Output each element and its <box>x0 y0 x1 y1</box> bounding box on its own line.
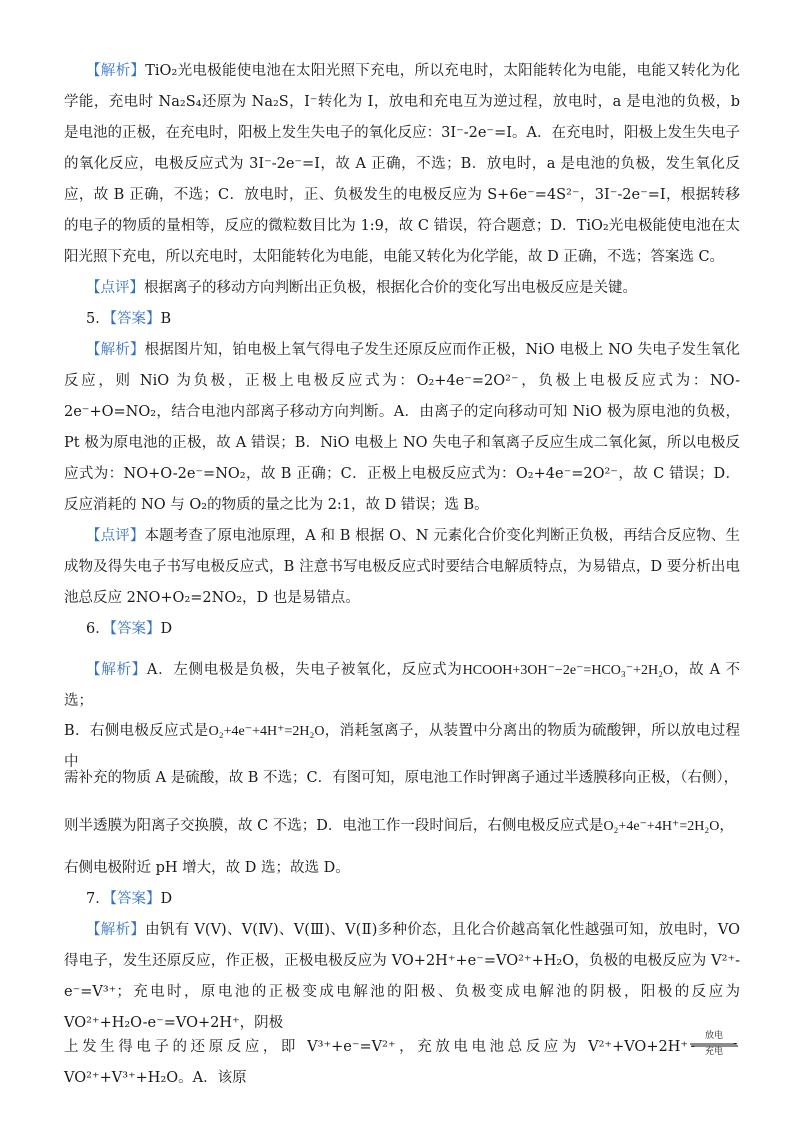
analysis-text: B．右侧电极反应式是 <box>64 723 209 739</box>
formula: HCOOH+3OH⁻−2e⁻=HCO₃⁻+2H₂O <box>462 663 674 678</box>
q7-analysis <box>64 915 740 1039</box>
q5-answer-line <box>86 304 171 335</box>
question-number: 6． <box>86 621 110 637</box>
reversible-arrow <box>688 1031 740 1057</box>
analysis-tag: 【解析】 <box>86 342 145 358</box>
q4-analysis <box>64 56 740 273</box>
analysis-text: 需补充的物质 A 是硫酸，故 B 不选；C．有图可知，原电池工作时钾离子通过半透膜移向正极，（右侧）， <box>64 770 739 786</box>
answer-tag: 【答案】 <box>109 891 161 907</box>
q5-comment <box>64 521 740 614</box>
answer-value: D <box>160 891 173 907</box>
analysis-tag: 【解析】 <box>86 662 147 678</box>
analysis-text: 由钒有 V(V)、V(Ⅳ)、V(Ⅲ)、V(Ⅱ)多种价态，且化合价越高氧化性越强可知，放电时，VO 得电子，发生还原反应，作正极，正极电极反应为 VO+2H⁺+e⁻=VO²⁺+H₂O，负极的电极反应为 V²⁺-e⁻=V³⁺；充电时，原电池的正极变成电解池的阳极、负极变成电解池的阴极，阳极的反应为 VO²⁺+H₂O-e⁻=VO+2H⁺，阴极 <box>64 922 740 1031</box>
comment-text: 本题考查了原电池原理，A 和 B 根据 O、N 元素化合价变化判断正负极，再结合反应物、生成物及得失电子书写电极反应式，B 注意书写电极反应式时要结合电解质特点，为易错点，D 要分析出电池总反应 2NO+O₂=2NO₂，D 也是易错点。 <box>64 528 740 606</box>
comment-text: 根据离子的移动方向判断出正负极，根据化合价的变化写出电极反应是关键。 <box>144 280 637 296</box>
answer-value: D <box>160 621 173 637</box>
analysis-text: 右侧电极附近 pH 增大，故 D 选；故选 D。 <box>64 860 350 876</box>
q5-analysis <box>64 335 740 521</box>
question-number: 7． <box>86 891 110 907</box>
q7-analysis-last-line <box>64 1032 740 1094</box>
comment-tag: 【点评】 <box>86 528 145 544</box>
answer-tag: 【答案】 <box>109 311 161 327</box>
comment-tag: 【点评】 <box>86 280 144 296</box>
formula: O₂+4e⁻+4H⁺=2H₂O <box>603 819 720 834</box>
analysis-tag: 【解析】 <box>86 922 146 938</box>
q6-analysis-line1 <box>64 655 740 717</box>
arrow-label-discharge: 放电 <box>704 1031 723 1041</box>
analysis-text: ，消耗氢离子，从装置中分离出的物质为硫酸钾，所以放电过程中 <box>64 723 741 770</box>
formula: O₂+4e⁻+4H⁺=2H₂O <box>208 724 325 739</box>
analysis-text: ， <box>719 818 734 834</box>
q6-answer-line <box>86 614 172 645</box>
question-number: 5． <box>86 311 110 327</box>
q6-analysis-line4 <box>64 811 740 842</box>
answer-tag: 【答案】 <box>109 621 161 637</box>
q7-answer-line <box>86 884 172 915</box>
analysis-tag: 【解析】 <box>86 63 146 79</box>
q6-analysis-line3 <box>64 763 740 794</box>
arrow-label-charge: 充电 <box>704 1047 723 1057</box>
q6-analysis-line5 <box>64 853 740 884</box>
analysis-text: A．左侧电极是负极，失电子被氧化，反应式为 <box>146 662 463 678</box>
analysis-text: TiO₂光电极能使电池在太阳光照下充电，所以充电时，太阳能转化为电能，电能又转化为化学能，充电时 Na₂S₄还原为 Na₂S，I⁻转化为 I，放电和充电互为逆过程，放电时，a 是电池的负极，b 是电池的正极，在充电时，阳极上发生失电子的氧化反应：3I⁻-2e⁻=I。A．在充电时，阳极上发生失电子的氧化反应，电极反应式为 3I⁻-2e⁻=I，故 A 正确，不选；B．放电时，a 是电池的负极，发生氧化反应，故 B 正确，不选；C．放电时，正、负极发生的电极反应为 S+6e⁻=4S²⁻，3I⁻-2e⁻=I，根据转移的电子的物质的量相等，反应的微粒数目比为 1:9，故 C 错误，符合题意；D．TiO₂光电极能使电池在太阳光照下充电，所以充电时，太阳能转化为电能，电能又转化为化学能，故 D 正确，不选；答案选 C。 <box>64 63 741 265</box>
analysis-text: ，故 A 不选； <box>64 662 740 709</box>
q4-comment <box>64 273 740 304</box>
analysis-text: 根据图片知，铂电极上氧气得电子发生还原反应而作正极，NiO 电极上 NO 失电子发生氧化反应，则 NiO 为负极，正极上电极反应式为：O₂+4e⁻=2O²⁻，负极上电极反应式为：NO-2e⁻+O=NO₂，结合电池内部离子移动方向判断。A．由离子的定向移动可知 NiO 极为原电池的负极，Pt 极为原电池的正极，故 A 错误；B．NiO 电极上 NO 失电子和氧离子反应生成二氧化氮，所以电极反应式为：NO+O-2e⁻=NO₂，故 B 正确；C．正极上电极反应式为：O₂+4e⁻=2O²⁻，故 C 错误；D．反应消耗的 NO 与 O₂的物质的量之比为 2:1，故 D 错误；选 B。 <box>64 342 740 513</box>
analysis-text: 则半透膜为阳离子交换膜，故 C 不选；D．电池工作一段时间后，右侧电极反应式是 <box>64 818 604 834</box>
analysis-text: VO²⁺+V³⁺+H₂O。A．该原 <box>64 1070 247 1086</box>
analysis-text: 上发生得电子的还原反应，即 V³⁺+e⁻=V²⁺，充放电电池总反应为 V²⁺+VO+2H⁺ <box>64 1039 688 1055</box>
answer-value: B <box>160 311 172 327</box>
